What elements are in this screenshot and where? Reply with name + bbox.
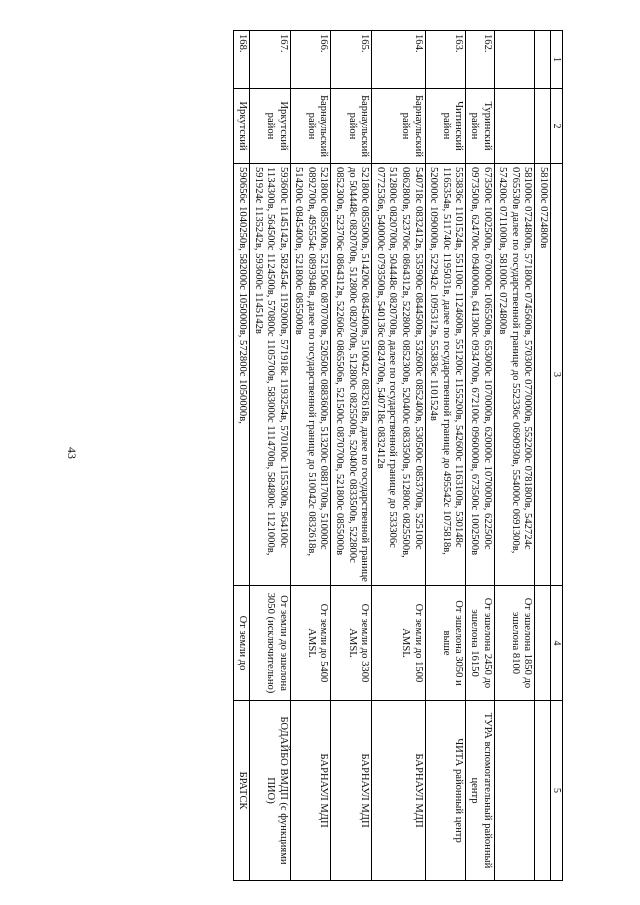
column-header: 5	[551, 701, 563, 881]
district-name: Барнаульский район	[290, 89, 331, 164]
control-center	[494, 701, 535, 881]
district-name: Туринский район	[466, 89, 494, 164]
row-number	[494, 31, 535, 89]
table-row	[249, 31, 290, 881]
column-header: 3	[551, 164, 563, 586]
heights-cell	[535, 586, 551, 701]
heights-text: От эшелона 2450 до эшелона 16150	[469, 597, 493, 689]
coordinates-text: 540718с 0832412в, 535900с 0844500в, 532600с 0852400в, 530500с 0853700в, 525100с 0862800в, 523706с 0864312в, 522800с 0852300в, 520400с 0833500в, 512800с 0825500в, 512800с 0820700в, 504448с 0820700в, далее по государственной границе до 533306с 0772536в, 540000с 0793500в, 540136с 0824700в, 540718с 0832412в	[374, 167, 424, 558]
table-row	[535, 31, 551, 881]
heights-cell	[466, 586, 494, 701]
heights-cell	[249, 586, 290, 701]
control-center: ТУРА вспомогательный районный центр	[466, 701, 494, 881]
coordinates-cell	[331, 164, 372, 586]
column-header: 4	[551, 586, 563, 701]
control-center: БАРНАУЛ МДП	[372, 701, 425, 881]
heights-text: От эшелона 1850 до эшелона 8100	[509, 597, 534, 689]
coordinates-text: 553836с 1101524в, 551100с 1124600в, 551200с 1155200в, 542600с 1163100в, 530148с 1165354в, 511740с 1195031в, далее по государственной границе до 495542с 1075818в, 520000с 1090000в, 522942с 1095312в, 553836с 1101524в	[428, 167, 465, 555]
row-number: 165.	[331, 31, 372, 89]
control-center: БАРНАУЛ МДП	[331, 701, 372, 881]
coordinates-text: 581000с 0724800в, 571800с 0745600в, 570300с 0770000в, 552200с 0781800в, 542724с 0765530в далее по государственной границе до 552336с 0690930в, 554000с 0691300в, 574200с 0711000в, 581000с 0724800в	[497, 167, 534, 554]
district-name	[535, 89, 551, 164]
table-row	[372, 31, 425, 881]
coordinates-text: 521800с 0855000в, 514200с 0845400в, 510042с 0832618в, далее по государственной границе до 504448с 0820700в, 512800с 0820700в, 512800с 0825500в, 520400с 0833500в, 522800с 0852300в, 523706с 0864312в, 522606с 0865506в, 521500с 0870700в, 521800с 0855000в	[334, 167, 371, 582]
district-name	[494, 89, 535, 164]
row-number: 168.	[234, 31, 250, 89]
control-center: ЧИТА районный центр	[425, 701, 466, 881]
control-center: БАРНАУЛ МДП	[290, 701, 331, 881]
control-center	[535, 701, 551, 881]
heights-text: От земли до 1500 AMSL	[400, 603, 424, 683]
column-header: 2	[551, 89, 563, 164]
control-center: БОДАЙБО ВМДП (с функциями ПИО)	[249, 701, 290, 881]
heights-cell	[331, 586, 372, 701]
coordinates-text: 593600с 1145142в, 582454с 1192000в, 571918с 1193254в, 570100с 1155300в, 564100с 1134300в, 564500с 1124500в, 570800с 1105700в, 583000с 1114700в, 584800с 1121000в, 591924с 1135242в, 593600с 1145142в	[252, 167, 289, 556]
page-number: 43	[65, 447, 79, 459]
table-row	[494, 31, 535, 881]
table-row	[290, 31, 331, 881]
column-header-row	[551, 31, 563, 881]
row-number: 162.	[466, 31, 494, 89]
heights-cell	[372, 586, 425, 701]
coordinates-cell	[535, 164, 551, 586]
coordinates-cell	[494, 164, 535, 586]
rotated-page	[76, 30, 563, 880]
coordinates-cell	[466, 164, 494, 586]
district-name: Читинский район	[425, 89, 466, 164]
district-name: Иркутский район	[249, 89, 290, 164]
heights-text: От земли до	[236, 615, 248, 671]
coordinates-text: 590656с 1040250в, 582000с 1050000в, 572800с 1050000в,	[236, 167, 248, 424]
coordinates-cell	[234, 164, 250, 586]
coordinates-text: 521800с 0855000в, 521500с 0870700в, 520500с 0883600в, 513200с 0881700в, 510000с 0892700в, 495554с 0893948в, далее по государственной границе до 510042с 0832618в, 514200с 0845400в, 521800с 0855000в	[293, 167, 330, 557]
row-number: 166.	[290, 31, 331, 89]
coordinates-text: 581000с 0724800в	[538, 167, 549, 249]
heights-cell	[425, 586, 466, 701]
district-name: Иркутский	[234, 89, 250, 164]
row-number: 163.	[425, 31, 466, 89]
coordinates-text: 673500с 1002500в, 670000с 1065500в, 653000с 1070000в, 620000с 1070000в, 622500с 0973500в, 624700с 0940000в, 641300с 0934700в, 672100с 0960000в, 673500с 1002500в	[469, 167, 493, 556]
column-header: 1	[551, 31, 563, 89]
row-number: 167.	[249, 31, 290, 89]
row-number: 164.	[372, 31, 425, 89]
heights-text: От земли до 3300 AMSL	[346, 603, 371, 683]
coordinates-cell	[249, 164, 290, 586]
table-row	[234, 31, 250, 881]
coordinates-cell	[290, 164, 331, 586]
coordinates-cell	[425, 164, 466, 586]
table-row	[466, 31, 494, 881]
coordinates-cell	[372, 164, 425, 586]
heights-cell	[290, 586, 331, 701]
heights-cell	[494, 586, 535, 701]
table-row	[425, 31, 466, 881]
heights-text: От земли до эшелона 3050 (исключительно)	[265, 592, 289, 694]
control-center: БРАТСК	[234, 701, 250, 881]
heights-text: От земли до 5400 AMSL	[305, 603, 330, 683]
district-name: Барнаульский район	[372, 89, 425, 164]
row-number	[535, 31, 551, 89]
table-row	[331, 31, 372, 881]
airspace-table	[233, 30, 563, 881]
district-name: Барнаульский район	[331, 89, 372, 164]
heights-cell	[234, 586, 250, 701]
heights-text: От эшелона 3050 и выше	[440, 600, 465, 686]
